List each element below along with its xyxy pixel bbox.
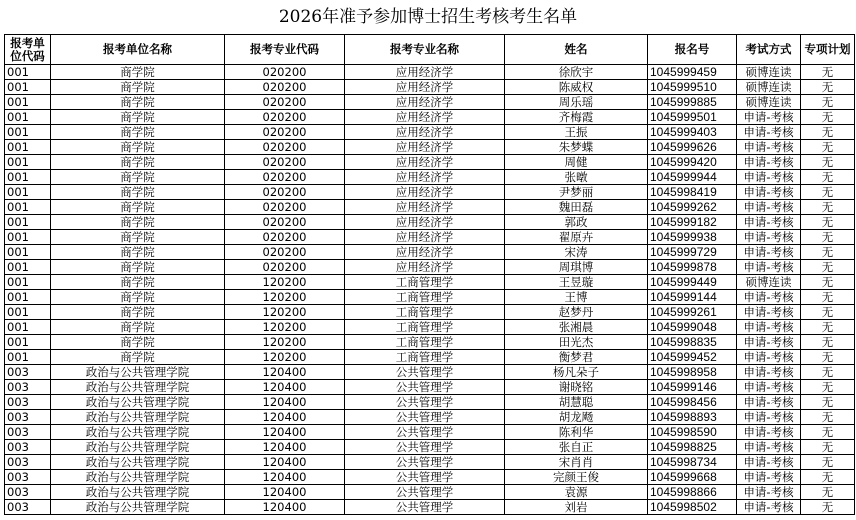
cell-registration-number: 1045999885 bbox=[648, 95, 737, 110]
cell-registration-number: 1045999459 bbox=[648, 65, 737, 80]
cell-special-plan: 无 bbox=[801, 485, 855, 500]
cell-unit-code: 001 bbox=[5, 170, 51, 185]
cell-registration-number: 1045999452 bbox=[648, 350, 737, 365]
cell-name: 周健 bbox=[505, 155, 648, 170]
cell-unit-code: 003 bbox=[5, 500, 51, 515]
table-row bbox=[5, 380, 855, 395]
cell-unit-code: 001 bbox=[5, 110, 51, 125]
cell-registration-number: 1045999182 bbox=[648, 215, 737, 230]
table-row bbox=[5, 200, 855, 215]
cell-exam-method: 申请-考核 bbox=[737, 320, 801, 335]
cell-unit-name: 商学院 bbox=[51, 170, 225, 185]
cell-special-plan: 无 bbox=[801, 500, 855, 515]
cell-name: 宋涛 bbox=[505, 245, 648, 260]
cell-unit-code: 001 bbox=[5, 350, 51, 365]
cell-major-name: 工商管理学 bbox=[345, 335, 505, 350]
cell-unit-name: 政治与公共管理学院 bbox=[51, 470, 225, 485]
cell-exam-method: 申请-考核 bbox=[737, 470, 801, 485]
cell-special-plan: 无 bbox=[801, 125, 855, 140]
cell-special-plan: 无 bbox=[801, 245, 855, 260]
cell-unit-code: 001 bbox=[5, 155, 51, 170]
table-row bbox=[5, 485, 855, 500]
cell-special-plan: 无 bbox=[801, 140, 855, 155]
cell-major-code: 020200 bbox=[225, 140, 345, 155]
cell-exam-method: 申请-考核 bbox=[737, 350, 801, 365]
cell-major-name: 工商管理学 bbox=[345, 290, 505, 305]
cell-unit-code: 003 bbox=[5, 470, 51, 485]
cell-major-name: 公共管理学 bbox=[345, 410, 505, 425]
cell-name: 宋肖肖 bbox=[505, 455, 648, 470]
cell-unit-code: 001 bbox=[5, 245, 51, 260]
cell-major-code: 120400 bbox=[225, 365, 345, 380]
cell-name: 刘岩 bbox=[505, 500, 648, 515]
cell-registration-number: 1045998893 bbox=[648, 410, 737, 425]
cell-major-code: 120400 bbox=[225, 485, 345, 500]
table-header-row bbox=[5, 35, 855, 65]
cell-unit-name: 商学院 bbox=[51, 80, 225, 95]
cell-exam-method: 申请-考核 bbox=[737, 425, 801, 440]
cell-exam-method: 申请-考核 bbox=[737, 440, 801, 455]
cell-registration-number: 1045999403 bbox=[648, 125, 737, 140]
cell-major-code: 120400 bbox=[225, 425, 345, 440]
table-row bbox=[5, 425, 855, 440]
cell-name: 张暾 bbox=[505, 170, 648, 185]
cell-major-code: 120400 bbox=[225, 455, 345, 470]
cell-registration-number: 1045999048 bbox=[648, 320, 737, 335]
cell-registration-number: 1045999146 bbox=[648, 380, 737, 395]
cell-special-plan: 无 bbox=[801, 260, 855, 275]
cell-unit-name: 政治与公共管理学院 bbox=[51, 365, 225, 380]
cell-special-plan: 无 bbox=[801, 95, 855, 110]
cell-name: 周乐瑶 bbox=[505, 95, 648, 110]
cell-registration-number: 1045999261 bbox=[648, 305, 737, 320]
cell-unit-code: 003 bbox=[5, 380, 51, 395]
cell-registration-number: 1045999729 bbox=[648, 245, 737, 260]
cell-exam-method: 申请-考核 bbox=[737, 380, 801, 395]
table-row bbox=[5, 185, 855, 200]
cell-unit-name: 政治与公共管理学院 bbox=[51, 485, 225, 500]
cell-major-name: 应用经济学 bbox=[345, 125, 505, 140]
cell-unit-code: 001 bbox=[5, 290, 51, 305]
cell-unit-code: 001 bbox=[5, 230, 51, 245]
header-major-name: 报考专业名称 bbox=[345, 35, 505, 65]
cell-name: 陈威权 bbox=[505, 80, 648, 95]
cell-exam-method: 申请-考核 bbox=[737, 410, 801, 425]
cell-major-name: 公共管理学 bbox=[345, 380, 505, 395]
table-row bbox=[5, 410, 855, 425]
cell-registration-number: 1045999944 bbox=[648, 170, 737, 185]
cell-exam-method: 申请-考核 bbox=[737, 500, 801, 515]
cell-major-name: 工商管理学 bbox=[345, 305, 505, 320]
cell-major-code: 120200 bbox=[225, 335, 345, 350]
cell-unit-name: 商学院 bbox=[51, 305, 225, 320]
cell-special-plan: 无 bbox=[801, 410, 855, 425]
cell-exam-method: 申请-考核 bbox=[737, 230, 801, 245]
cell-special-plan: 无 bbox=[801, 470, 855, 485]
cell-major-code: 120200 bbox=[225, 290, 345, 305]
cell-exam-method: 申请-考核 bbox=[737, 140, 801, 155]
cell-unit-name: 商学院 bbox=[51, 155, 225, 170]
cell-name: 周琪博 bbox=[505, 260, 648, 275]
cell-exam-method: 申请-考核 bbox=[737, 455, 801, 470]
cell-major-name: 应用经济学 bbox=[345, 140, 505, 155]
cell-unit-code: 001 bbox=[5, 65, 51, 80]
cell-exam-method: 申请-考核 bbox=[737, 125, 801, 140]
table-row bbox=[5, 305, 855, 320]
cell-unit-name: 商学院 bbox=[51, 350, 225, 365]
cell-exam-method: 申请-考核 bbox=[737, 200, 801, 215]
table-row bbox=[5, 455, 855, 470]
cell-unit-name: 商学院 bbox=[51, 95, 225, 110]
cell-unit-name: 商学院 bbox=[51, 215, 225, 230]
cell-unit-name: 商学院 bbox=[51, 290, 225, 305]
header-exam-method: 考试方式 bbox=[737, 35, 801, 65]
cell-special-plan: 无 bbox=[801, 185, 855, 200]
cell-major-name: 公共管理学 bbox=[345, 470, 505, 485]
cell-major-name: 工商管理学 bbox=[345, 350, 505, 365]
cell-name: 杨凡朵子 bbox=[505, 365, 648, 380]
cell-major-name: 公共管理学 bbox=[345, 485, 505, 500]
cell-exam-method: 硕博连读 bbox=[737, 275, 801, 290]
cell-major-name: 公共管理学 bbox=[345, 395, 505, 410]
cell-unit-code: 003 bbox=[5, 440, 51, 455]
cell-name: 王振 bbox=[505, 125, 648, 140]
cell-unit-name: 商学院 bbox=[51, 200, 225, 215]
cell-major-code: 020200 bbox=[225, 245, 345, 260]
cell-unit-code: 001 bbox=[5, 320, 51, 335]
cell-unit-name: 商学院 bbox=[51, 110, 225, 125]
cell-unit-name: 政治与公共管理学院 bbox=[51, 425, 225, 440]
table-row bbox=[5, 320, 855, 335]
cell-major-name: 应用经济学 bbox=[345, 230, 505, 245]
cell-special-plan: 无 bbox=[801, 170, 855, 185]
cell-unit-code: 001 bbox=[5, 125, 51, 140]
cell-name: 谢晓铭 bbox=[505, 380, 648, 395]
cell-name: 陈利华 bbox=[505, 425, 648, 440]
cell-name: 张湘晨 bbox=[505, 320, 648, 335]
cell-registration-number: 1045998958 bbox=[648, 365, 737, 380]
cell-major-code: 120400 bbox=[225, 410, 345, 425]
cell-name: 王昱璇 bbox=[505, 275, 648, 290]
cell-major-code: 020200 bbox=[225, 125, 345, 140]
cell-registration-number: 1045999668 bbox=[648, 470, 737, 485]
cell-unit-code: 001 bbox=[5, 275, 51, 290]
cell-name: 完颜王俊 bbox=[505, 470, 648, 485]
cell-unit-code: 003 bbox=[5, 395, 51, 410]
candidate-table bbox=[4, 34, 855, 515]
cell-major-name: 公共管理学 bbox=[345, 455, 505, 470]
cell-exam-method: 申请-考核 bbox=[737, 185, 801, 200]
cell-major-name: 应用经济学 bbox=[345, 95, 505, 110]
cell-unit-name: 商学院 bbox=[51, 260, 225, 275]
cell-unit-code: 001 bbox=[5, 335, 51, 350]
cell-registration-number: 1045998590 bbox=[648, 425, 737, 440]
cell-unit-name: 商学院 bbox=[51, 320, 225, 335]
cell-major-code: 120400 bbox=[225, 470, 345, 485]
cell-exam-method: 申请-考核 bbox=[737, 290, 801, 305]
cell-unit-name: 商学院 bbox=[51, 245, 225, 260]
cell-major-code: 120400 bbox=[225, 395, 345, 410]
header-name: 姓名 bbox=[505, 35, 648, 65]
cell-unit-name: 政治与公共管理学院 bbox=[51, 380, 225, 395]
cell-name: 胡龙飏 bbox=[505, 410, 648, 425]
cell-special-plan: 无 bbox=[801, 395, 855, 410]
cell-name: 齐梅霞 bbox=[505, 110, 648, 125]
table-row bbox=[5, 260, 855, 275]
cell-name: 胡慧聪 bbox=[505, 395, 648, 410]
cell-registration-number: 1045998866 bbox=[648, 485, 737, 500]
cell-special-plan: 无 bbox=[801, 350, 855, 365]
cell-exam-method: 申请-考核 bbox=[737, 245, 801, 260]
cell-registration-number: 1045998734 bbox=[648, 455, 737, 470]
cell-registration-number: 1045998419 bbox=[648, 185, 737, 200]
cell-exam-method: 申请-考核 bbox=[737, 335, 801, 350]
cell-exam-method: 硕博连读 bbox=[737, 65, 801, 80]
cell-exam-method: 申请-考核 bbox=[737, 365, 801, 380]
cell-major-name: 应用经济学 bbox=[345, 110, 505, 125]
cell-unit-code: 001 bbox=[5, 140, 51, 155]
cell-unit-code: 003 bbox=[5, 485, 51, 500]
cell-registration-number: 1045999501 bbox=[648, 110, 737, 125]
cell-unit-name: 商学院 bbox=[51, 125, 225, 140]
cell-unit-code: 001 bbox=[5, 260, 51, 275]
cell-special-plan: 无 bbox=[801, 110, 855, 125]
cell-special-plan: 无 bbox=[801, 305, 855, 320]
cell-major-code: 020200 bbox=[225, 230, 345, 245]
cell-name: 王博 bbox=[505, 290, 648, 305]
cell-name: 朱梦蝶 bbox=[505, 140, 648, 155]
cell-major-code: 020200 bbox=[225, 170, 345, 185]
cell-unit-name: 商学院 bbox=[51, 185, 225, 200]
cell-name: 尹梦丽 bbox=[505, 185, 648, 200]
cell-special-plan: 无 bbox=[801, 290, 855, 305]
cell-major-name: 应用经济学 bbox=[345, 185, 505, 200]
cell-registration-number: 1045999510 bbox=[648, 80, 737, 95]
cell-unit-code: 001 bbox=[5, 215, 51, 230]
cell-major-code: 020200 bbox=[225, 110, 345, 125]
cell-major-name: 应用经济学 bbox=[345, 155, 505, 170]
cell-special-plan: 无 bbox=[801, 65, 855, 80]
cell-special-plan: 无 bbox=[801, 380, 855, 395]
cell-name: 郭政 bbox=[505, 215, 648, 230]
table-row bbox=[5, 95, 855, 110]
cell-major-code: 120200 bbox=[225, 305, 345, 320]
cell-major-name: 应用经济学 bbox=[345, 65, 505, 80]
cell-name: 田光杰 bbox=[505, 335, 648, 350]
table-row bbox=[5, 275, 855, 290]
cell-special-plan: 无 bbox=[801, 320, 855, 335]
cell-unit-name: 政治与公共管理学院 bbox=[51, 410, 225, 425]
cell-unit-code: 001 bbox=[5, 80, 51, 95]
cell-major-code: 020200 bbox=[225, 200, 345, 215]
cell-special-plan: 无 bbox=[801, 425, 855, 440]
table-row bbox=[5, 500, 855, 515]
cell-exam-method: 申请-考核 bbox=[737, 395, 801, 410]
cell-unit-code: 001 bbox=[5, 185, 51, 200]
cell-major-name: 应用经济学 bbox=[345, 170, 505, 185]
table-row bbox=[5, 140, 855, 155]
cell-exam-method: 硕博连读 bbox=[737, 95, 801, 110]
cell-exam-method: 申请-考核 bbox=[737, 170, 801, 185]
cell-exam-method: 申请-考核 bbox=[737, 260, 801, 275]
cell-special-plan: 无 bbox=[801, 335, 855, 350]
table-row bbox=[5, 125, 855, 140]
cell-exam-method: 申请-考核 bbox=[737, 305, 801, 320]
cell-major-code: 120200 bbox=[225, 275, 345, 290]
cell-special-plan: 无 bbox=[801, 365, 855, 380]
cell-unit-name: 商学院 bbox=[51, 230, 225, 245]
cell-name: 魏田磊 bbox=[505, 200, 648, 215]
cell-name: 翟原卉 bbox=[505, 230, 648, 245]
cell-special-plan: 无 bbox=[801, 230, 855, 245]
cell-registration-number: 1045999262 bbox=[648, 200, 737, 215]
header-special-plan: 专项计划 bbox=[801, 35, 855, 65]
cell-major-name: 工商管理学 bbox=[345, 275, 505, 290]
table-row bbox=[5, 395, 855, 410]
cell-unit-name: 政治与公共管理学院 bbox=[51, 395, 225, 410]
table-row bbox=[5, 245, 855, 260]
cell-unit-name: 政治与公共管理学院 bbox=[51, 440, 225, 455]
cell-major-name: 公共管理学 bbox=[345, 425, 505, 440]
cell-special-plan: 无 bbox=[801, 455, 855, 470]
cell-special-plan: 无 bbox=[801, 440, 855, 455]
cell-registration-number: 1045999878 bbox=[648, 260, 737, 275]
cell-special-plan: 无 bbox=[801, 80, 855, 95]
cell-unit-code: 001 bbox=[5, 200, 51, 215]
cell-registration-number: 1045999449 bbox=[648, 275, 737, 290]
cell-major-code: 120400 bbox=[225, 500, 345, 515]
table-row bbox=[5, 65, 855, 80]
cell-unit-code: 003 bbox=[5, 425, 51, 440]
cell-unit-name: 政治与公共管理学院 bbox=[51, 455, 225, 470]
table-row bbox=[5, 215, 855, 230]
header-major-code: 报考专业代码 bbox=[225, 35, 345, 65]
cell-registration-number: 1045999626 bbox=[648, 140, 737, 155]
table-row bbox=[5, 365, 855, 380]
cell-major-name: 应用经济学 bbox=[345, 245, 505, 260]
cell-registration-number: 1045999938 bbox=[648, 230, 737, 245]
cell-unit-code: 003 bbox=[5, 365, 51, 380]
table-row bbox=[5, 170, 855, 185]
cell-registration-number: 1045998456 bbox=[648, 395, 737, 410]
cell-unit-name: 商学院 bbox=[51, 335, 225, 350]
cell-exam-method: 申请-考核 bbox=[737, 155, 801, 170]
cell-exam-method: 申请-考核 bbox=[737, 110, 801, 125]
cell-major-code: 020200 bbox=[225, 80, 345, 95]
cell-unit-name: 商学院 bbox=[51, 140, 225, 155]
cell-major-name: 公共管理学 bbox=[345, 365, 505, 380]
header-registration-number: 报名号 bbox=[648, 35, 737, 65]
cell-major-name: 应用经济学 bbox=[345, 80, 505, 95]
cell-major-name: 公共管理学 bbox=[345, 440, 505, 455]
cell-unit-code: 001 bbox=[5, 305, 51, 320]
cell-exam-method: 硕博连读 bbox=[737, 80, 801, 95]
cell-registration-number: 1045998835 bbox=[648, 335, 737, 350]
cell-name: 衡梦君 bbox=[505, 350, 648, 365]
table-row bbox=[5, 230, 855, 245]
cell-unit-code: 003 bbox=[5, 410, 51, 425]
table-row bbox=[5, 155, 855, 170]
cell-name: 赵梦丹 bbox=[505, 305, 648, 320]
cell-major-code: 120200 bbox=[225, 320, 345, 335]
cell-unit-code: 003 bbox=[5, 455, 51, 470]
cell-major-code: 020200 bbox=[225, 215, 345, 230]
cell-major-code: 020200 bbox=[225, 95, 345, 110]
cell-major-name: 公共管理学 bbox=[345, 500, 505, 515]
cell-registration-number: 1045998825 bbox=[648, 440, 737, 455]
cell-registration-number: 1045999144 bbox=[648, 290, 737, 305]
cell-registration-number: 1045999420 bbox=[648, 155, 737, 170]
cell-major-code: 020200 bbox=[225, 65, 345, 80]
cell-unit-name: 政治与公共管理学院 bbox=[51, 500, 225, 515]
header-unit-code: 报考单位代码 bbox=[5, 35, 51, 65]
cell-registration-number: 1045998502 bbox=[648, 500, 737, 515]
cell-major-name: 应用经济学 bbox=[345, 215, 505, 230]
cell-special-plan: 无 bbox=[801, 200, 855, 215]
header-unit-name: 报考单位名称 bbox=[51, 35, 225, 65]
cell-major-code: 120200 bbox=[225, 350, 345, 365]
table-row bbox=[5, 470, 855, 485]
cell-major-code: 120400 bbox=[225, 440, 345, 455]
cell-name: 徐欣宇 bbox=[505, 65, 648, 80]
table-row bbox=[5, 350, 855, 365]
cell-unit-code: 001 bbox=[5, 95, 51, 110]
table-row bbox=[5, 335, 855, 350]
cell-special-plan: 无 bbox=[801, 275, 855, 290]
table-row bbox=[5, 440, 855, 455]
cell-exam-method: 申请-考核 bbox=[737, 215, 801, 230]
cell-unit-name: 商学院 bbox=[51, 275, 225, 290]
cell-major-name: 应用经济学 bbox=[345, 260, 505, 275]
cell-major-code: 020200 bbox=[225, 155, 345, 170]
cell-major-code: 020200 bbox=[225, 185, 345, 200]
page-title: 2026年准予参加博士招生考核考生名单 bbox=[278, 7, 578, 27]
table-row bbox=[5, 80, 855, 95]
cell-exam-method: 申请-考核 bbox=[737, 485, 801, 500]
table-row bbox=[5, 290, 855, 305]
table-row bbox=[5, 110, 855, 125]
cell-major-code: 120400 bbox=[225, 380, 345, 395]
cell-special-plan: 无 bbox=[801, 215, 855, 230]
cell-unit-name: 商学院 bbox=[51, 65, 225, 80]
cell-major-code: 020200 bbox=[225, 260, 345, 275]
cell-name: 张自正 bbox=[505, 440, 648, 455]
cell-major-name: 应用经济学 bbox=[345, 200, 505, 215]
cell-major-name: 工商管理学 bbox=[345, 320, 505, 335]
cell-special-plan: 无 bbox=[801, 155, 855, 170]
cell-name: 袁源 bbox=[505, 485, 648, 500]
